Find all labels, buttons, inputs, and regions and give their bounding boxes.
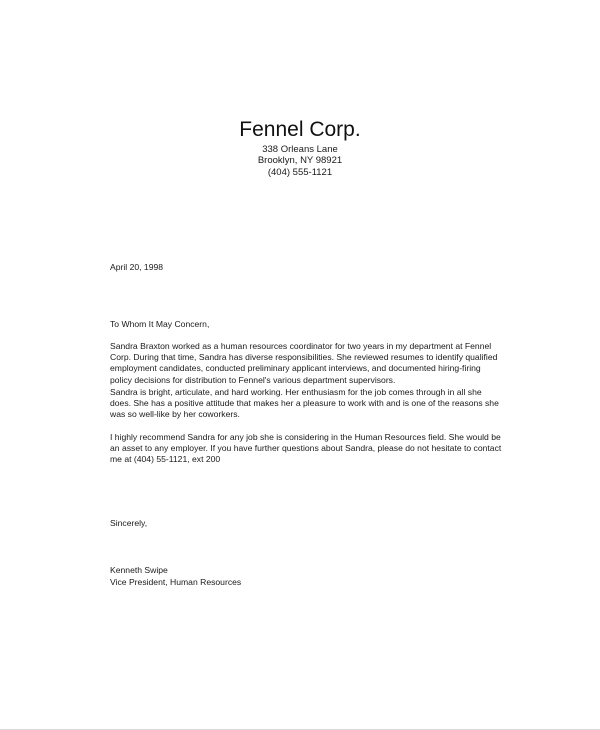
company-name: Fennel Corp. bbox=[239, 118, 361, 141]
signer-title: Vice President, Human Resources bbox=[110, 577, 242, 587]
letter-paragraph-3: I highly recommend Sandra for any job she is considering in the Human Resources field. She would be an asset to any employer. If you have further questions about Sandra, please do not hesitate to contact me at (404) 55-1121, ext 200 bbox=[110, 432, 502, 465]
letter-date: April 20, 1998 bbox=[110, 262, 164, 272]
signer-name: Kenneth Swipe bbox=[110, 565, 168, 575]
company-address-city: Brooklyn, NY 98921 bbox=[257, 155, 343, 166]
letter-paragraph-2: Sandra is bright, articulate, and hard working. Her enthusiasm for the job comes through in all she does. She has a positive attitude that makes her a pleasure to work with and is one of the reasons she was so well-like by her coworkers. bbox=[110, 387, 499, 420]
letter-paragraph-1: Sandra Braxton worked as a human resources coordinator for two years in my department at Fennel Corp. During that time, Sandra has diverse responsibilities. She reviewed resumes to identify qualified employment candidates, conducted preliminary applicant interviews, and documented hiring-firing policy decisions for distribution to Fennel's various department supervisors. bbox=[110, 341, 498, 385]
letter-salutation: To Whom It May Concern, bbox=[110, 319, 210, 329]
letter-closing: Sincerely, bbox=[110, 518, 148, 528]
company-phone: (404) 555-1121 bbox=[267, 167, 333, 178]
company-address-street: 338 Orleans Lane bbox=[262, 144, 338, 155]
